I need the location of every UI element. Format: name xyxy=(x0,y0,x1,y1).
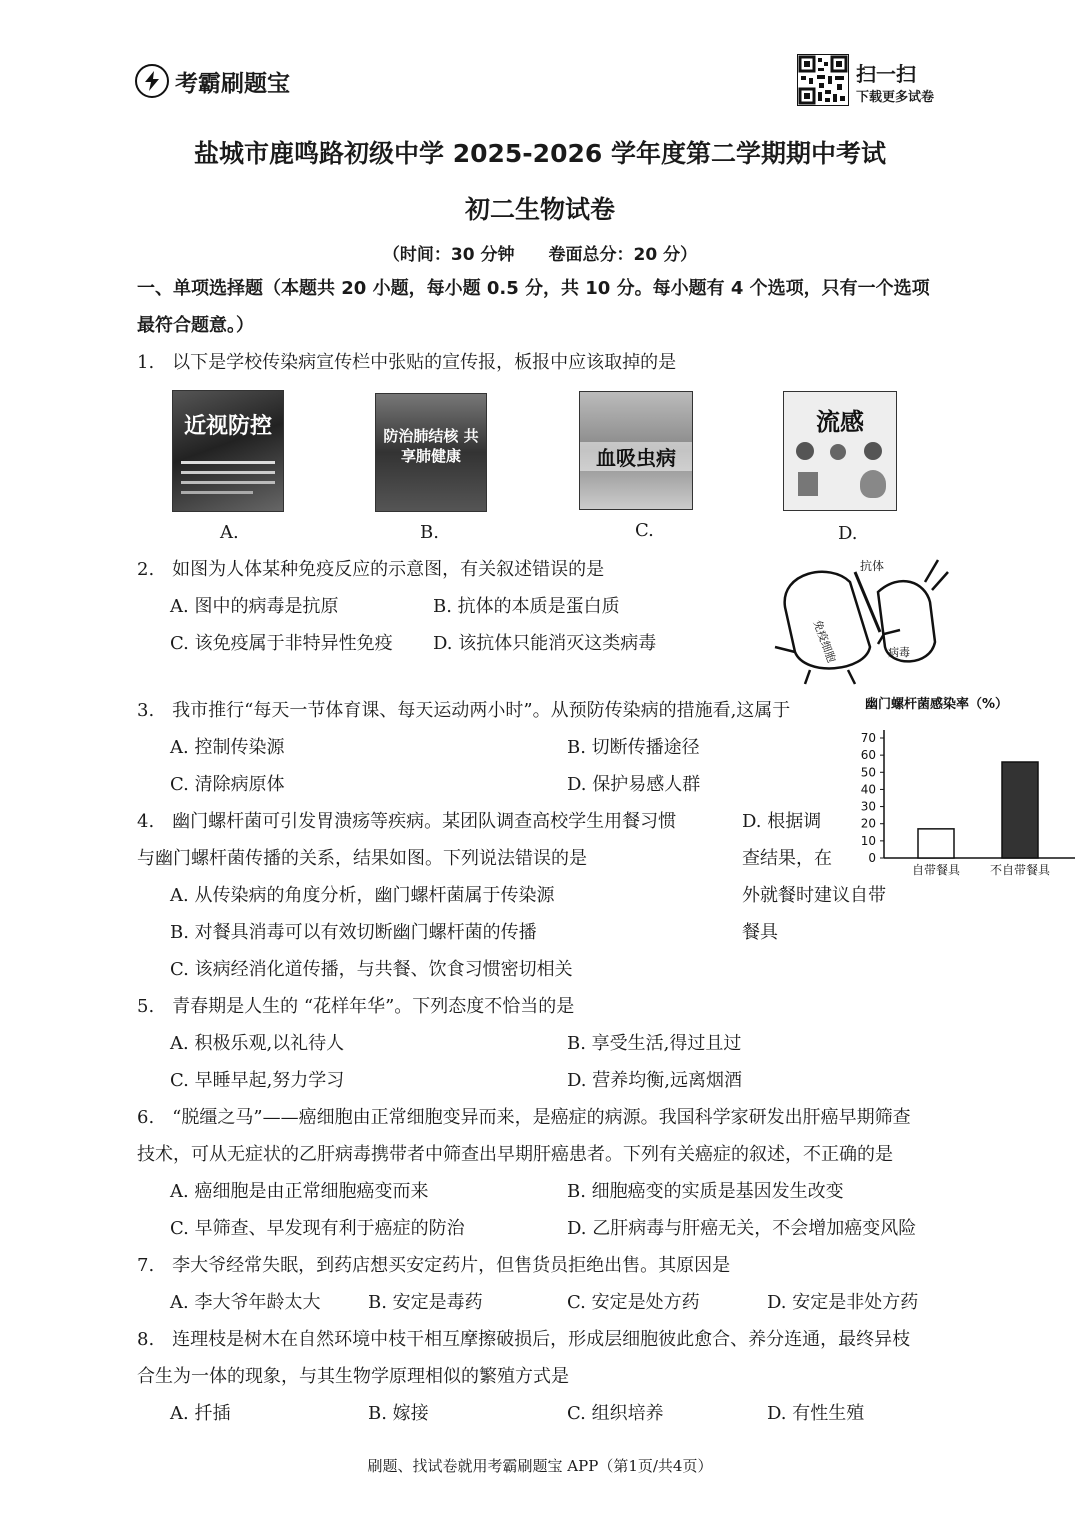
chart-ytick-label: 30 xyxy=(860,799,876,814)
poster-c-label: C. xyxy=(635,520,654,541)
q2-option-d: D. 该抗体只能消灭这类病毒 xyxy=(433,633,657,654)
poster-b-text: 防治肺结核 共享肺健康 xyxy=(383,427,479,465)
q3-option-a: A. 控制传染源 xyxy=(170,737,285,758)
q8-option-c: C. 组织培养 xyxy=(567,1403,664,1424)
q6-stem-line2: 技术，可从无症状的乙肝病毒携带者中筛查出早期肝癌患者。下列有关癌症的叙述，不正确的是 xyxy=(137,1144,893,1165)
q5-stem: 5. 青春期是人生的 “花样年华”。下列态度不恰当的是 xyxy=(137,996,575,1017)
chart-ytick-label: 50 xyxy=(860,765,876,780)
q2-option-c: C. 该免疫属于非特异性免疫 xyxy=(170,633,393,654)
poster-d-text: 流感 xyxy=(816,408,864,436)
lightning-icon xyxy=(135,64,169,98)
q4-option-d-line2: 查结果，在 xyxy=(742,848,832,869)
chart-ytick-label: 20 xyxy=(860,816,876,831)
q4-option-c: C. 该病经消化道传播，与共餐、饮食习惯密切相关 xyxy=(170,959,573,980)
q7-option-d: D. 安定是非处方药 xyxy=(767,1292,919,1313)
page-title: 盐城市鹿鸣路初级中学 2025-2026 学年度第二学期期中考试 xyxy=(194,139,886,168)
q2-stem: 2. 如图为人体某种免疫反应的示意图，有关叙述错误的是 xyxy=(137,559,605,580)
q3-option-d: D. 保护易感人群 xyxy=(567,774,701,795)
q7-option-b: B. 安定是毒药 xyxy=(368,1292,483,1313)
q8-stem-line1: 8. 连理枝是树木在自然环境中枝干相互摩擦破损后，形成层细胞彼此愈合、养分连通，最终异枝 xyxy=(137,1329,911,1350)
chart-bar xyxy=(1002,762,1038,858)
poster-a-label: A. xyxy=(220,522,239,543)
fig-virus-label: 病毒 xyxy=(888,646,910,659)
q3-option-c: C. 清除病原体 xyxy=(170,774,285,795)
q4-option-b: B. 对餐具消毒可以有效切断幽门螺杆菌的传播 xyxy=(170,922,537,943)
poster-d xyxy=(783,391,897,511)
fig-antibody-label: 抗体 xyxy=(860,559,885,573)
q6-option-b: B. 细胞癌变的实质是基因发生改变 xyxy=(567,1181,844,1202)
q4-option-d-line4: 餐具 xyxy=(742,922,778,943)
q4-option-d-line3: 外就餐时建议自带 xyxy=(742,885,886,906)
chart-ytick-label: 70 xyxy=(860,731,876,745)
section-heading-line1: 一、单项选择题（本题共 20 小题，每小题 0.5 分，共 10 分。每小题有 4 个选项，只有一个选项 xyxy=(137,278,930,299)
poster-c-text: 血吸虫病 xyxy=(580,442,692,471)
q6-stem-line1: 6. “脱缰之马”——癌细胞由正常细胞变异而来，是癌症的病源。我国科学家研发出肝癌早期筛查 xyxy=(137,1107,911,1128)
q2-option-a: A. 图中的病毒是抗原 xyxy=(170,596,339,617)
exam-info: （时间：30 分钟 卷面总分：20 分） xyxy=(382,245,698,265)
poster-d-label: D. xyxy=(838,523,858,544)
q6-option-a: A. 癌细胞是由正常细胞癌变而来 xyxy=(170,1181,429,1202)
chart-ytick-label: 60 xyxy=(860,748,876,763)
poster-a-text: 近视防控 xyxy=(183,414,272,439)
poster-c xyxy=(579,391,693,510)
q5-option-a: A. 积极乐观,以礼待人 xyxy=(170,1033,345,1054)
q7-option-c: C. 安定是处方药 xyxy=(567,1292,700,1313)
chart-ytick-label: 10 xyxy=(860,833,876,848)
chart-category-label: 自带餐具 xyxy=(911,863,961,877)
q6-option-c: C. 早筛查、早发现有利于癌症的防治 xyxy=(170,1218,465,1239)
q4-stem-line1: 4. 幽门螺杆菌可引发胃溃疡等疾病。某团队调查高校学生用餐习惯 xyxy=(137,811,677,832)
page-subtitle: 初二生物试卷 xyxy=(464,195,615,224)
q2-option-b: B. 抗体的本质是蛋白质 xyxy=(433,596,620,617)
poster-a xyxy=(172,390,284,512)
q8-option-b: B. 嫁接 xyxy=(368,1403,429,1424)
q8-stem-line2: 合生为一体的现象，与其生物学原理相似的繁殖方式是 xyxy=(137,1366,569,1387)
q5-option-d: D. 营养均衡,远离烟酒 xyxy=(567,1070,742,1091)
chart-category-label: 不自带餐具 xyxy=(989,863,1051,877)
poster-b xyxy=(375,393,487,512)
brand-logo xyxy=(135,63,290,99)
brand-name: 考霸刷题宝 xyxy=(175,70,290,97)
q7-option-a: A. 李大爷年龄太大 xyxy=(170,1292,321,1313)
q4-option-a: A. 从传染病的角度分析，幽门螺杆菌属于传染源 xyxy=(170,885,555,906)
qr-code xyxy=(797,54,849,106)
q1-stem: 1. 以下是学校传染病宣传栏中张贴的宣传报，板报中应该取掉的是 xyxy=(137,352,677,373)
q6-option-d: D. 乙肝病毒与肝癌无关，不会增加癌变风险 xyxy=(567,1218,917,1239)
chart-ytick-label: 0 xyxy=(868,851,876,865)
chart-bar xyxy=(918,829,954,858)
chart-ytick-label: 40 xyxy=(860,782,876,797)
q3-stem: 3. 我市推行“每天一节体育课、每天运动两小时”。从预防传染病的措施看,这属于 xyxy=(137,700,791,721)
q7-stem: 7. 李大爷经常失眠，到药店想买安定药片，但售货员拒绝出售。其原因是 xyxy=(137,1255,731,1276)
q8-option-d: D. 有性生殖 xyxy=(767,1403,865,1424)
q8-option-a: A. 扦插 xyxy=(170,1403,231,1424)
infection-chart xyxy=(850,688,1078,883)
scan-subtitle: 下载更多试卷 xyxy=(856,90,935,105)
chart-title: 幽门螺杆菌感染率（%） xyxy=(865,697,1009,712)
q5-option-c: C. 早睡早起,努力学习 xyxy=(170,1070,345,1091)
q5-option-b: B. 享受生活,得过且过 xyxy=(567,1033,742,1054)
q4-stem-line2: 与幽门螺杆菌传播的关系，结果如图。下列说法错误的是 xyxy=(137,848,587,869)
poster-b-label: B. xyxy=(420,522,439,543)
q3-option-b: B. 切断传播途径 xyxy=(567,737,700,758)
q4-option-d-line1: D. 根据调 xyxy=(742,811,822,832)
scan-title: 扫一扫 xyxy=(856,62,916,86)
page-footer: 刷题、找试卷就用考霸刷题宝 APP（第1页/共4页） xyxy=(367,1457,713,1475)
fig-cell-label: 免疫细胞 xyxy=(810,618,838,665)
immune-figure xyxy=(760,552,960,687)
section-heading-line2: 最符合题意。） xyxy=(137,315,254,336)
